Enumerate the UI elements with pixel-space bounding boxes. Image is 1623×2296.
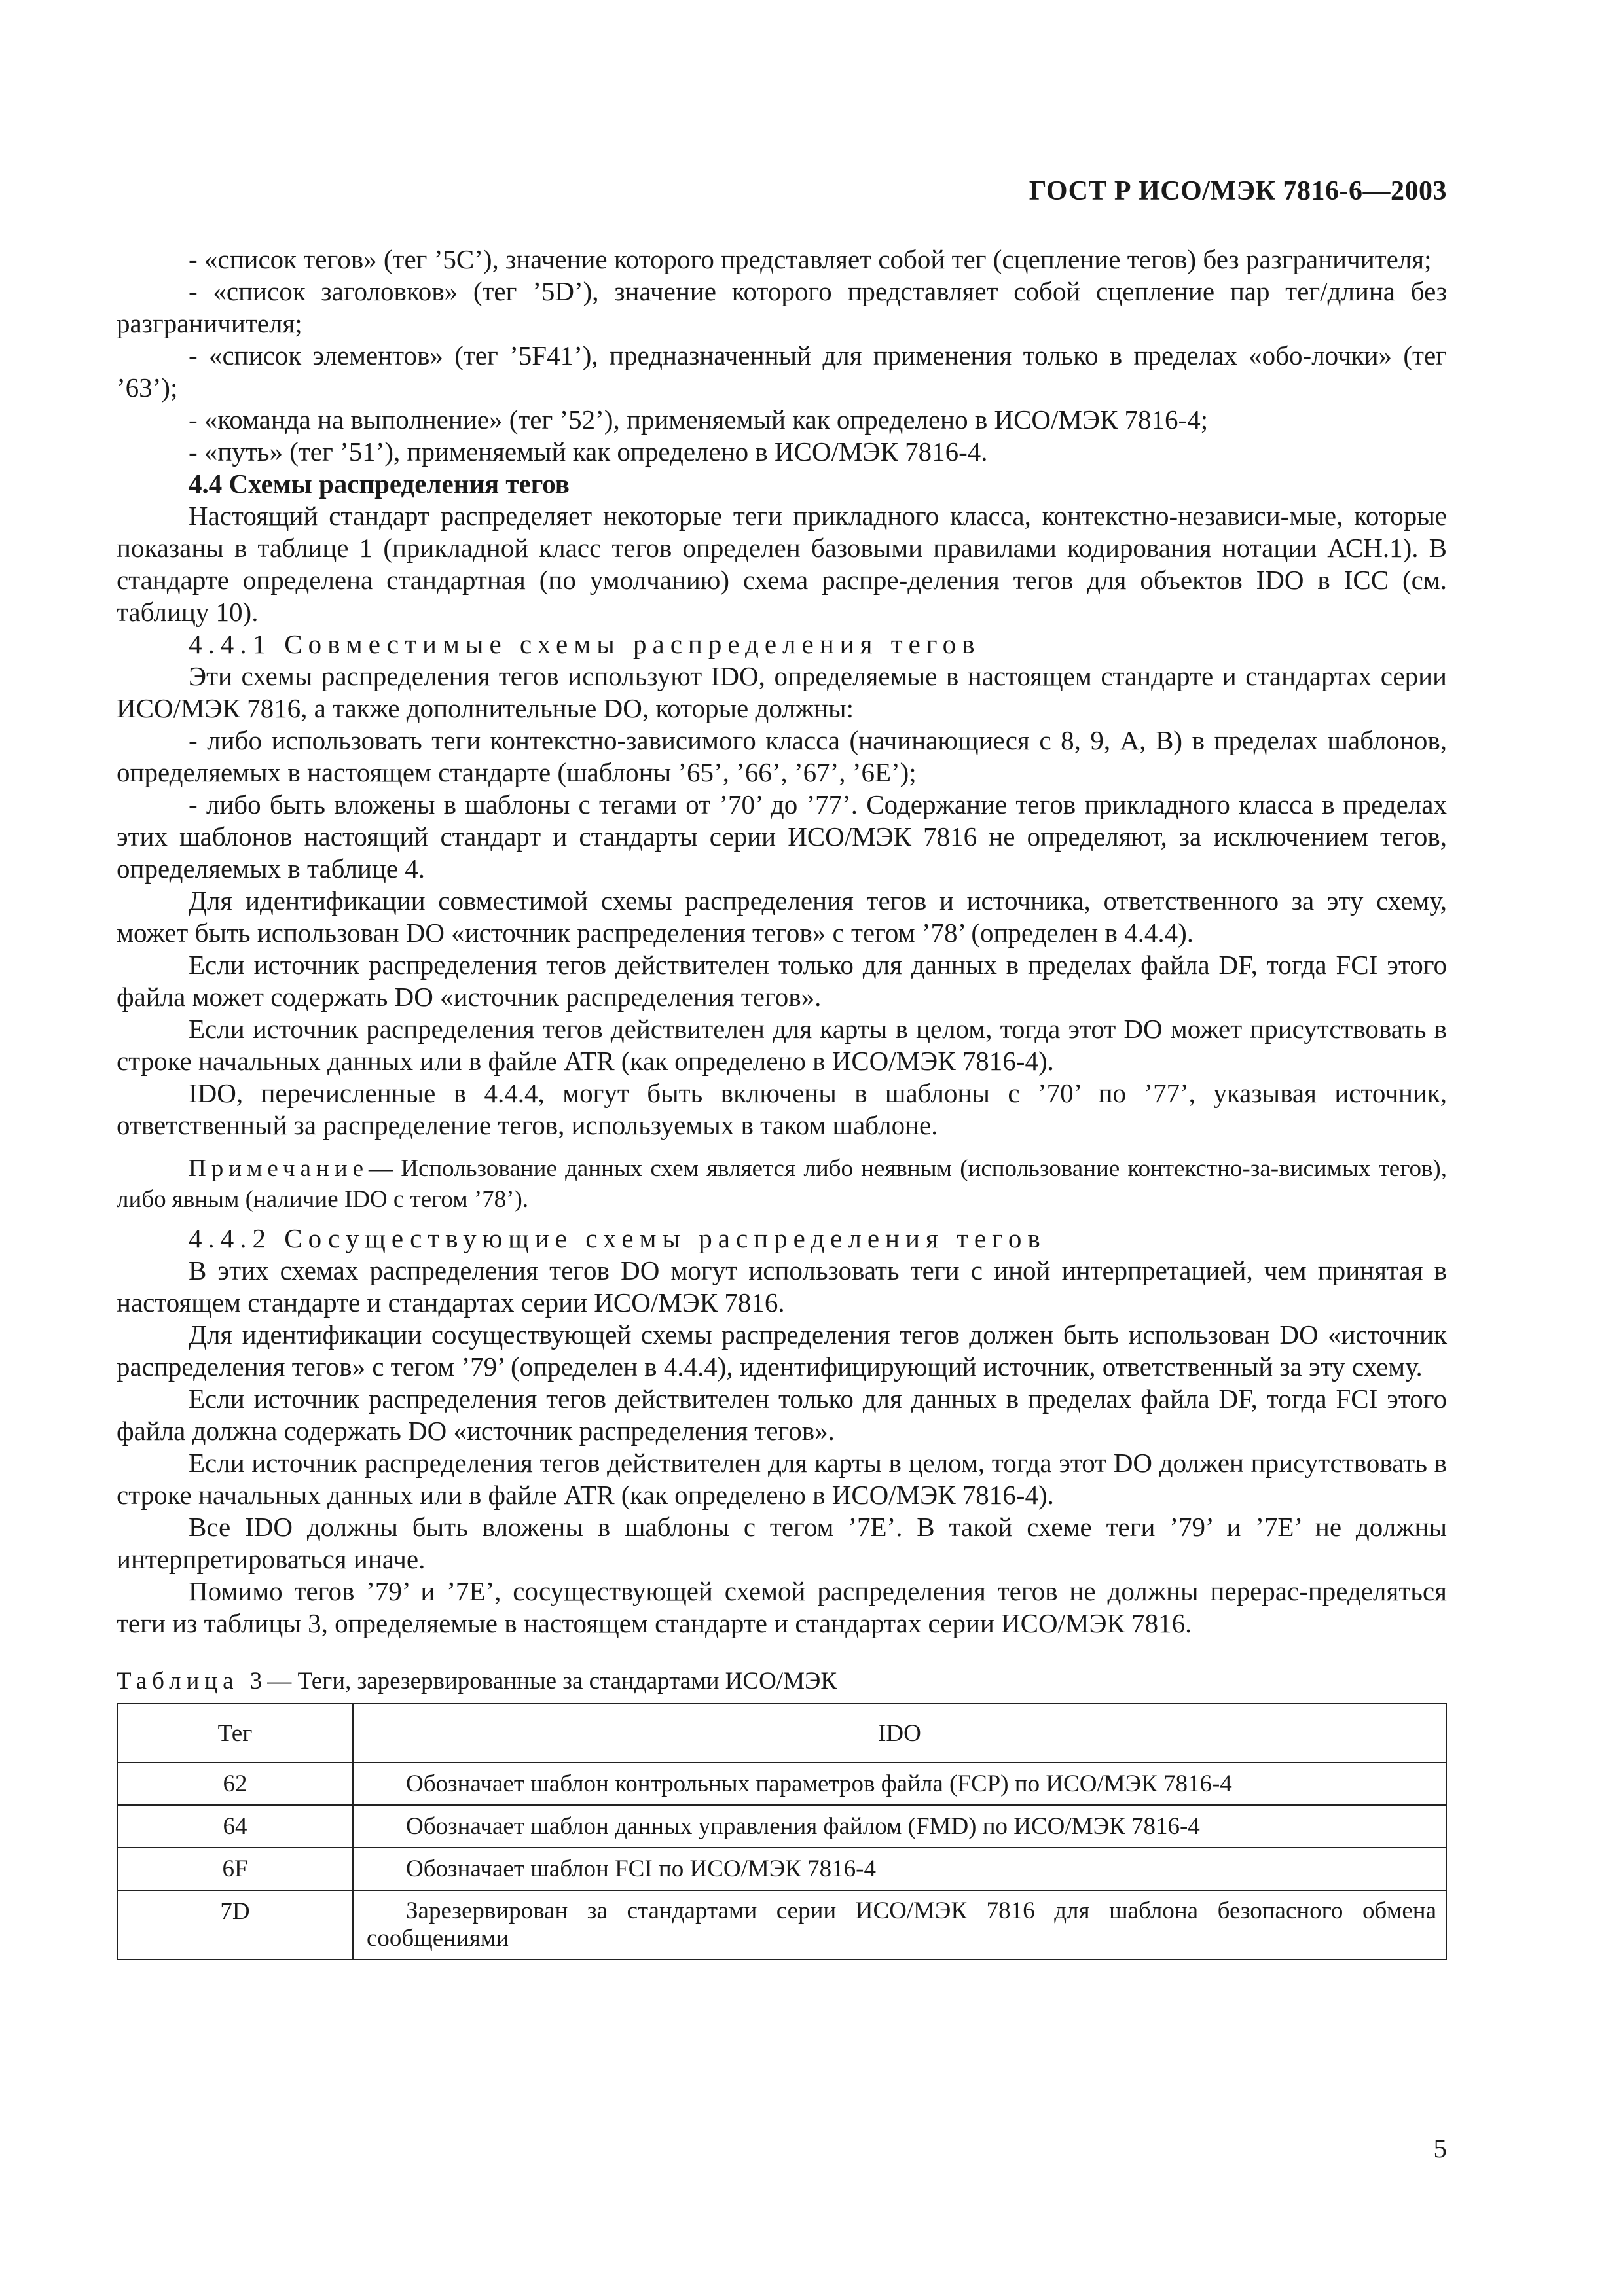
paragraph: IDO, перечисленные в 4.4.4, могут быть включены в шаблоны с ’70’ по ’77’, указывая источник, ответственный за распределение тегов, используемых в таком шаблоне.	[117, 1078, 1447, 1140]
list-item-tag-list: - «список тегов» (тег ’5C’), значение которого представляет собой тег (сцепление тегов) без разграничителя;	[189, 244, 1432, 274]
table-cell-tag: 64	[117, 1805, 353, 1848]
table-row	[117, 1805, 1446, 1848]
paragraph: В этих схемах распределения тегов DO могут использовать теги с иной интерпретацией, чем принятая в настоящем стандарте и стандартах серии ИСО/МЭК 7816.	[117, 1255, 1447, 1318]
paragraph: Для идентификации сосуществующей схемы распределения тегов должен быть использован DO «источник распределения тегов» с тегом ’79’ (определен в 4.4.4), идентифицирующий источник, ответственный за эту схему.	[117, 1319, 1447, 1382]
list-item: - либо быть вложены в шаблоны с тегами от ’70’ до ’77’. Содержание тегов прикладного класса в пределах этих шаблонов настоящий стандарт и стандарты серии ИСО/МЭК 7816 не определяют, за исключением тегов, определяемых в таблице 4.	[117, 789, 1447, 884]
list-item-command: - «команда на выполнение» (тег ’52’), применяемый как определено в ИСО/МЭК 7816-4;	[189, 404, 1209, 435]
table-caption	[117, 1666, 1447, 1696]
paragraph: Если источник распределения тегов действителен только для данных в пределах файла DF, тогда FCI этого файла может содержать DO «источник распределения тегов».	[117, 950, 1447, 1012]
reserved-tags-table	[117, 1703, 1447, 1960]
table-caption-text: — Теги, зарезервированные за стандартами ИСО/МЭК	[267, 1668, 837, 1695]
list-item-header-list: - «список заголовков» (тег ’5D’), значение которого представляет собой сцепление пар тег/длина без разграничителя;	[117, 276, 1447, 338]
section-heading-4-4-2: 4.4.2 Сосуществующие схемы распределения тегов	[189, 1223, 1046, 1253]
body-text	[117, 243, 1447, 1960]
note-text: — Использование данных схем является либо неявным (использование контекстно-за-висимых тегов), либо явным (наличие IDO с тегом ’78’).	[117, 1155, 1447, 1213]
paragraph: Эти схемы распределения тегов используют IDO, определяемые в настоящем стандарте и стандартах серии ИСО/МЭК 7816, а также дополнительные DO, которые должны:	[117, 661, 1447, 723]
paragraph: Помимо тегов ’79’ и ’7E’, сосуществующей схемой распределения тегов не должны перерас-пределяться теги из таблицы 3, определяемые в настоящем стандарте и стандартах серии ИСО/МЭК 7816.	[117, 1576, 1447, 1638]
paragraph: Если источник распределения тегов действителен для карты в целом, тогда этот DO должен присутствовать в строке начальных данных или в файле ATR (как определено в ИСО/МЭК 7816-4).	[117, 1448, 1447, 1510]
paragraph: Все IDO должны быть вложены в шаблоны с тегом ’7E’. В такой схеме теги ’79’ и ’7E’ не должны интерпретироваться иначе.	[117, 1512, 1447, 1574]
paragraph: Настоящий стандарт распределяет некоторые теги прикладного класса, контекстно-независи-мые, которые показаны в таблице 1 (прикладной класс тегов определен базовыми правилами кодирования нотации АСН.1). В стандарте определена стандартная (по умолчанию) схема распре-деления тегов для объектов IDO в ICC (см. таблицу 10).	[117, 501, 1447, 627]
table-cell-tag: 6F	[117, 1848, 353, 1890]
table-cell-ido: Зарезервирован за стандартами серии ИСО/МЭК 7816 для шаблона безопасного обмена сообщениями	[353, 1890, 1446, 1960]
column-header-ido: IDO	[353, 1704, 1446, 1763]
paragraph: Если источник распределения тегов действителен для карты в целом, тогда этот DO может присутствовать в строке начальных данных или в файле ATR (как определено в ИСО/МЭК 7816-4).	[117, 1014, 1447, 1076]
table-cell-tag: 62	[117, 1763, 353, 1805]
table-cell-ido: Обозначает шаблон FCI по ИСО/МЭК 7816-4	[353, 1848, 1446, 1890]
list-item: - либо использовать теги контекстно-зависимого класса (начинающиеся с 8, 9, А, В) в пределах шаблонов, определяемых в настоящем стандарте (шаблоны ’65’, ’66’, ’67’, ’6E’);	[117, 725, 1447, 787]
page-number: 5	[1433, 2133, 1447, 2163]
note	[117, 1153, 1447, 1215]
list-item-element-list: - «список элементов» (тег ’5F41’), предназначенный для применения только в пределах «обо-лочки» (тег ’63’);	[117, 340, 1447, 403]
table-row	[117, 1848, 1446, 1890]
note-label: Примечание	[189, 1155, 369, 1182]
table-cell-tag: 7D	[117, 1890, 353, 1960]
table-header-row	[117, 1704, 1446, 1763]
section-heading-4-4: 4.4 Схемы распределения тегов	[189, 469, 570, 499]
list-item-path: - «путь» (тег ’51’), применяемый как определено в ИСО/МЭК 7816-4.	[189, 437, 988, 467]
table-cell-ido: Обозначает шаблон данных управления файлом (FMD) по ИСО/МЭК 7816-4	[353, 1805, 1446, 1848]
table-caption-label: Таблица 3	[117, 1668, 268, 1695]
column-header-tag: Тег	[117, 1704, 353, 1763]
table-row	[117, 1890, 1446, 1960]
table-row	[117, 1763, 1446, 1805]
paragraph: Если источник распределения тегов действителен только для данных в пределах файла DF, тогда FCI этого файла должна содержать DO «источник распределения тегов».	[117, 1384, 1447, 1446]
section-heading-4-4-1: 4.4.1 Совместимые схемы распределения тегов	[189, 629, 981, 659]
document-header: ГОСТ Р ИСО/МЭК 7816-6—2003	[1029, 176, 1447, 206]
paragraph: Для идентификации совместимой схемы распределения тегов и источника, ответственного за эту схему, может быть использован DO «источник распределения тегов» с тегом ’78’ (определен в 4.4.4).	[117, 886, 1447, 948]
table-cell-ido: Обозначает шаблон контрольных параметров файла (FCP) по ИСО/МЭК 7816-4	[353, 1763, 1446, 1805]
